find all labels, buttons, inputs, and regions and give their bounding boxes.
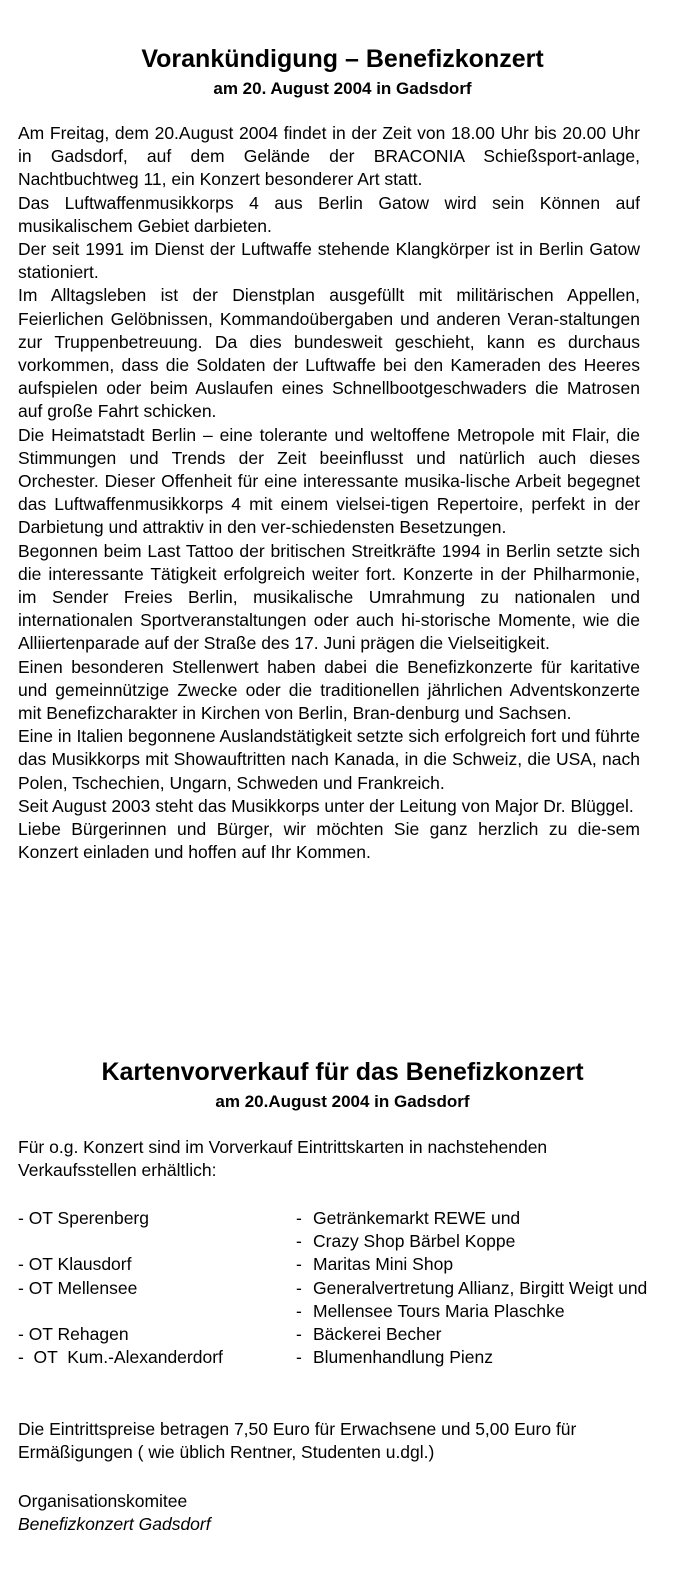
outlet-row xyxy=(18,1207,648,1253)
shop-dash: - xyxy=(296,1231,302,1252)
shop-name: Getränkemarkt REWE und xyxy=(313,1208,521,1228)
outlet-location: - OT Sperenberg xyxy=(18,1208,149,1228)
shop-item xyxy=(296,1346,648,1369)
announcement-paragraph: Am Freitag, dem 20.August 2004 findet in der Zeit von 18.00 Uhr bis 20.00 Uhr in Gadsdorf, auf dem Gelände der BRACONIA Schießsport-anlage, Nachtbuchtweg 11, ein Konzert besonderer Art statt. xyxy=(18,123,640,190)
announcement-paragraph: Begonnen beim Last Tattoo der britischen Streitkräfte 1994 in Berlin setzte sich die interessante Tätigkeit erfolgreich weiter fort. Konzerte in der Philharmonie, im Sender Freies Berlin, musikalische Umrahmung zu nationalen und internationalen Sportveranstaltungen oder auch hi-storische Momente, wie die Alliiertenparade auf der Straße des 17. Juni prägen die Vielseitigkeit. xyxy=(18,540,640,654)
announcement-paragraph: Der seit 1991 im Dienst der Luftwaffe stehende Klangkörper ist in Berlin Gatow stationiert. xyxy=(18,239,640,283)
organizer-block xyxy=(18,1490,648,1536)
outlet-shops xyxy=(296,1277,648,1323)
outlet-shops xyxy=(296,1346,648,1369)
shop-name: Blumenhandlung Pienz xyxy=(313,1347,493,1368)
shop-dash: - xyxy=(296,1347,302,1368)
shop-name: Bäckerei Becher xyxy=(313,1324,442,1345)
shop-item xyxy=(296,1230,648,1253)
announcement-subtitle: am 20. August 2004 in Gadsdorf xyxy=(213,79,472,98)
announcement-title: Vorankündigung – Benefizkonzert xyxy=(141,45,544,73)
announcement-paragraph: Das Luftwaffenmusikkorps 4 aus Berlin Gatow wird sein Können auf musikalischem Gebiet darbieten. xyxy=(18,192,640,236)
shop-dash: - xyxy=(296,1277,302,1298)
shop-item xyxy=(296,1323,648,1346)
announcement-paragraph: Einen besonderen Stellenwert haben dabei die Benefizkonzerte für karitative und gemeinnützige Zwecke oder die traditionellen jährlichen Adventskonzerte mit Benefizcharakter in Kirchen von Berlin, Bran-denburg und Sachsen. xyxy=(18,656,640,724)
sales-outlets-list xyxy=(18,1207,648,1369)
tickets-subtitle: am 20.August 2004 in Gadsdorf xyxy=(215,1092,470,1111)
outlet-shops xyxy=(296,1253,648,1276)
outlet-shops xyxy=(296,1207,648,1253)
shop-dash: - xyxy=(296,1254,302,1275)
announcement-paragraph: Liebe Bürgerinnen und Bürger, wir möchten Sie ganz herzlich zu die-sem Konzert einladen und hoffen auf Ihr Kommen. xyxy=(18,819,640,863)
outlet-location: - OT Kum.-Alexanderdorf xyxy=(18,1347,223,1368)
outlet-row xyxy=(18,1323,648,1346)
ticket-prices-text: Die Eintrittspreise betragen 7,50 Euro für Erwachsene und 5,00 Euro für Ermäßigungen ( wie üblich Rentner, Studenten u.dgl.) xyxy=(18,1419,577,1463)
outlet-shops xyxy=(296,1323,648,1346)
shop-item xyxy=(296,1277,648,1300)
outlet-row xyxy=(18,1346,648,1369)
announcement-paragraph: Im Alltagsleben ist der Dienstplan ausgefüllt mit militärischen Appellen, Feierlichen Gelöbnissen, Kommandoübergaben und anderen Veran-staltungen zur Truppenbetreuung. Da dies bundesweit geschieht, kann es durchaus vorkommen, dass die Soldaten der Luftwaffe bei den Kameraden des Heeres aufspielen oder beim Auslaufen eines Schnellbootgeschwaders die Matrosen auf große Fahrt schicken. xyxy=(18,285,640,422)
outlet-location: - OT Klausdorf xyxy=(18,1254,132,1275)
shop-name: Maritas Mini Shop xyxy=(313,1254,454,1275)
tickets-title: Kartenvorverkauf für das Benefizkonzert xyxy=(101,1058,584,1086)
shop-dash: - xyxy=(296,1208,302,1228)
announcement-paragraph: Die Heimatstadt Berlin – eine tolerante und weltoffene Metropole mit Flair, die Stimmungen und Trends der Zeit beeinflusst und natürlich auch dieses Orchester. Dieser Offenheit für eine interessante musika-lische Arbeit begegnet das Luftwaffenmusikkorps 4 mit einem vielsei-tigen Repertoire, perfekt in der Darbietung und attraktiv in den ver-schiedensten Besetzungen. xyxy=(18,424,640,538)
organizer-label: Organisationskomitee xyxy=(18,1491,188,1511)
outlet-row xyxy=(18,1253,648,1276)
outlet-location: - OT Mellensee xyxy=(18,1277,138,1298)
organizer-name: Benefizkonzert Gadsdorf xyxy=(18,1514,211,1535)
shop-name: Crazy Shop Bärbel Koppe xyxy=(313,1231,516,1252)
ticket-prices xyxy=(18,1418,648,1464)
shop-dash: - xyxy=(296,1300,302,1321)
shop-dash: - xyxy=(296,1324,302,1345)
tickets-intro xyxy=(18,1136,648,1182)
shop-item xyxy=(296,1300,648,1323)
shop-name: Generalvertretung Allianz, Birgitt Weigt und xyxy=(313,1277,648,1298)
announcement-paragraph: Seit August 2003 steht das Musikkorps unter der Leitung von Major Dr. Blüggel. xyxy=(18,795,634,816)
shop-item xyxy=(296,1207,648,1230)
shop-name: Mellensee Tours Maria Plaschke xyxy=(313,1300,565,1321)
shop-item xyxy=(296,1253,648,1276)
outlet-location: - OT Rehagen xyxy=(18,1324,129,1345)
tickets-intro-text: Für o.g. Konzert sind im Vorverkauf Eintrittskarten in nachstehenden Verkaufsstellen erhältlich: xyxy=(18,1137,548,1181)
announcement-body xyxy=(18,122,640,865)
outlet-row xyxy=(18,1277,648,1323)
announcement-paragraph: Eine in Italien begonnene Auslandstätigkeit setzte sich erfolgreich fort und führte das Musikkorps mit Showauftritten nach Kanada, in die Schweiz, die USA, nach Polen, Tschechien, Ungarn, Schweden und Frankreich. xyxy=(18,726,640,793)
